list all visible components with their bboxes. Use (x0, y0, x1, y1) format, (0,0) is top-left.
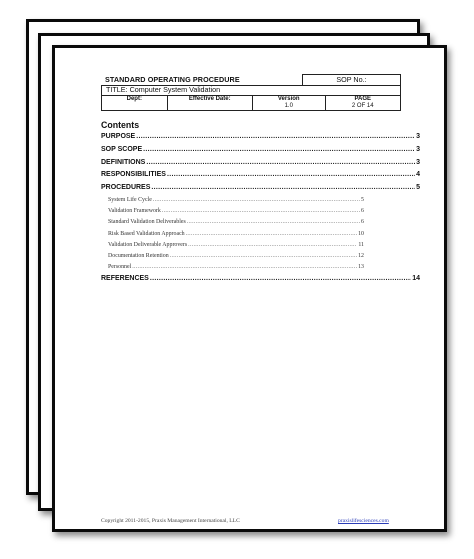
toc-subentry-standard-validation-deliverables[interactable] (101, 217, 364, 228)
toc-entry-procedures[interactable] (101, 182, 420, 195)
toc-subentry-validation-framework[interactable] (101, 206, 364, 217)
toc-entry-label: SOP SCOPE (101, 145, 143, 153)
toc-entry-page: 5 (361, 196, 364, 203)
page-value: 2 OF 14 (351, 103, 374, 109)
toc-entry-label: Documentation Retention (108, 252, 169, 259)
toc-entry-label: Risk Based Validation Approach (108, 230, 185, 237)
toc-entry-label: DEFINITIONS (101, 158, 146, 166)
version-cell (253, 96, 326, 110)
toc-entry-label: System Life Cycle (108, 196, 152, 203)
toc-entry-label: RESPONSIBILITIES (101, 171, 166, 179)
title-value: Computer System Validation (129, 85, 221, 94)
table-of-contents (101, 131, 420, 286)
toc-entry-page: 3 (416, 133, 420, 140)
toc-entry-page: 4 (416, 171, 420, 179)
sop-number-box (302, 74, 401, 85)
dept-cell (102, 96, 168, 110)
toc-entry-label: Validation Framework (108, 208, 161, 215)
version-label: Version (277, 96, 300, 102)
effective-date-label: Effective Date: (188, 96, 231, 102)
toc-entry-responsibilities[interactable] (101, 169, 420, 182)
toc-subentry-validation-deliverable-approvers[interactable] (101, 240, 364, 251)
toc-subentry-personnel[interactable] (101, 262, 364, 273)
toc-entry-label: PROCEDURES (101, 184, 151, 192)
toc-entry-definitions[interactable] (101, 157, 420, 170)
title-label: TITLE: (106, 85, 128, 94)
toc-entry-page: 6 (361, 208, 364, 215)
toc-entry-label: Validation Deliverable Approvers (108, 241, 188, 248)
toc-entry-page: 6 (361, 219, 364, 226)
toc-entry-label: Personnel (108, 264, 132, 271)
footer-website-link[interactable]: praxislifesciences.com (338, 518, 389, 524)
title-row (101, 85, 401, 96)
toc-entry-page: 11 (358, 241, 364, 248)
toc-entry-label: Standard Validation Deliverables (108, 219, 186, 226)
version-value: 1.0 (284, 103, 293, 109)
doc-type-title: STANDARD OPERATING PROCEDURE (105, 75, 240, 84)
document-page (52, 45, 447, 532)
toc-entry-purpose[interactable] (101, 131, 420, 144)
sop-number-label: SOP No.: (336, 75, 367, 84)
footer-copyright: Copyright 2011-2015, Praxis Management International, LLC (101, 518, 240, 524)
toc-entry-references[interactable] (101, 273, 420, 286)
contents-heading: Contents (101, 120, 140, 130)
toc-entry-page: 10 (358, 230, 364, 237)
toc-subentry-system-life-cycle[interactable] (101, 195, 364, 206)
toc-subentry-documentation-retention[interactable] (101, 251, 364, 262)
toc-entry-page: 5 (416, 184, 420, 192)
toc-entry-label: REFERENCES (101, 275, 149, 283)
toc-entry-page: 14 (412, 275, 420, 283)
page-cell (326, 96, 401, 110)
toc-entry-sop-scope[interactable] (101, 144, 420, 157)
toc-entry-page: 12 (358, 252, 364, 259)
toc-subentry-risk-based-validation-approach[interactable] (101, 229, 364, 240)
toc-entry-page: 3 (416, 145, 420, 153)
header-row (101, 74, 401, 85)
metadata-table (101, 96, 401, 111)
toc-entry-page: 3 (416, 158, 420, 166)
effective-date-cell (168, 96, 253, 110)
page-label: PAGE (354, 96, 372, 102)
dept-label: Dept: (126, 96, 142, 102)
toc-entry-label: PURPOSE (101, 133, 136, 140)
toc-entry-page: 13 (358, 264, 364, 271)
